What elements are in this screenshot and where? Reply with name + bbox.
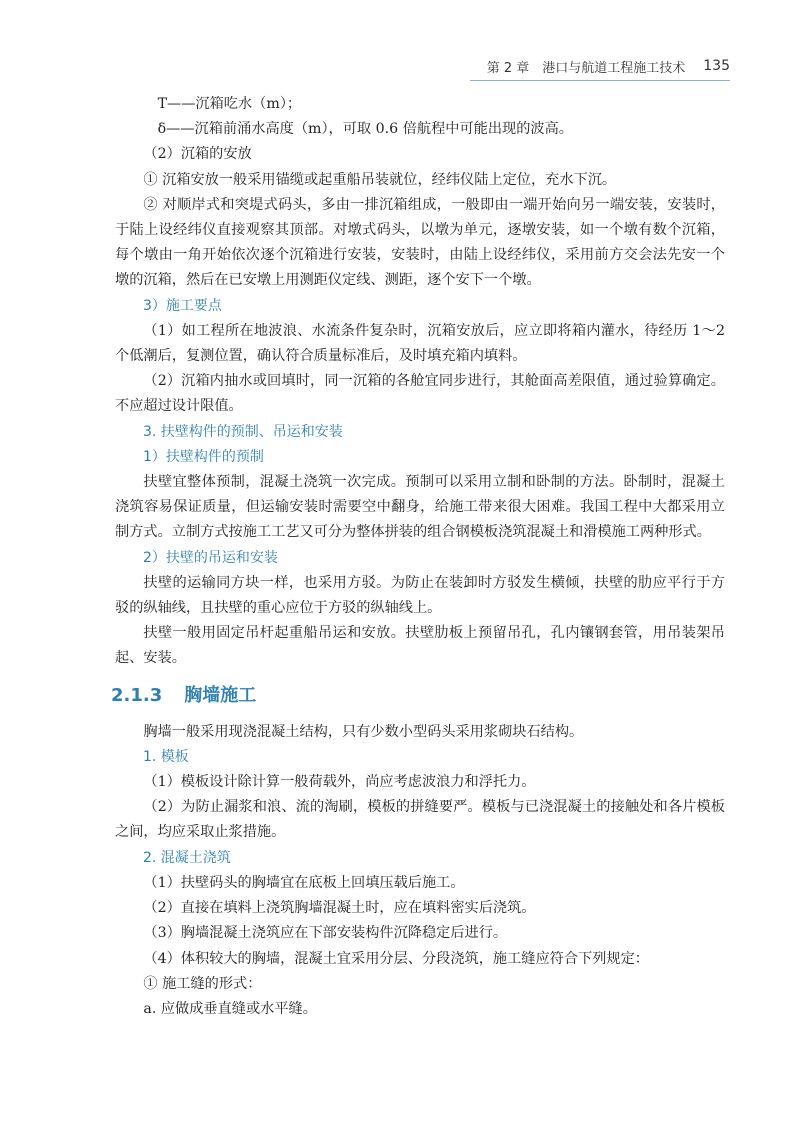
paragraph: （2）沉箱内抽水或回填时，同一沉箱的各舱宜同步进行，其舱面高差限值，通过验算确定。不应超过设计限值。 — [115, 373, 725, 415]
paragraph: a. 应做成垂直缝或水平缝。 — [143, 1000, 317, 1017]
subheading: （2）沉箱的安放 — [143, 146, 252, 163]
section-number: 2.1.3 — [111, 684, 163, 706]
paragraph: （1）如工程所在地波浪、水流条件复杂时，沉箱安放后，应立即将箱内灌水，待经历 1～2 个低潮后，复测位置，确认符合质量标准后，及时填充箱内填料。 — [115, 322, 725, 365]
paragraph: （1）扶壁码头的胸墙宜在底板上回填压载后施工。 — [143, 874, 465, 891]
paragraph: 扶壁一般用固定吊杆起重船吊运和安放。扶壁肋板上预留吊孔，孔内镶钢套管，用吊装架吊起、安装。 — [115, 625, 725, 667]
variable-definition: T——沉箱吃水（m）； — [157, 96, 302, 112]
page-body — [111, 92, 725, 1022]
header-rule — [470, 80, 730, 81]
subheading: 3）施工要点 — [143, 297, 222, 314]
paragraph: ① 施工缝的形式： — [143, 975, 262, 992]
subheading: 2）扶壁的吊运和安装 — [143, 549, 278, 566]
subheading: 1）扶壁构件的预制 — [143, 448, 264, 465]
paragraph: 扶壁的运输同方块一样，也采用方驳。为防止在装卸时方驳发生横倾，扶壁的肋应平行于方驳的纵轴线，且扶壁的重心应位于方驳的纵轴线上。 — [115, 574, 725, 617]
paragraph: （2）直接在填料上浇筑胸墙混凝土时，应在填料密实后浇筑。 — [143, 900, 536, 917]
paragraph: （2）为防止漏浆和浪、流的淘刷，模板的拼缝要严。模板与已浇混凝土的接触处和各片模板之间，均应采取止浆措施。 — [115, 799, 725, 841]
paragraph: ① 沉箱安放一般采用锚缆或起重船吊装就位，经纬仪陆上定位，充水下沉。 — [143, 171, 617, 188]
paragraph: （3）胸墙混凝土浇筑应在下部安装构件沉降稳定后进行。 — [143, 925, 508, 942]
subheading: 3. 扶壁构件的预制、吊运和安装 — [143, 423, 343, 440]
chapter-title: 第 2 章 港口与航道工程施工技术 — [486, 60, 686, 76]
variable-definition: δ——沉箱前涌水高度（m），可取 0.6 倍航程中可能出现的波高。 — [157, 121, 573, 138]
running-header — [470, 55, 730, 77]
paragraph: （4）体积较大的胸墙，混凝土宜采用分层、分段浇筑，施工缝应符合下列规定： — [143, 950, 649, 967]
paragraph: 胸墙一般采用现浇混凝土结构，只有少数小型码头采用浆砌块石结构。 — [143, 723, 584, 740]
paragraph: 扶壁宜整体预制，混凝土浇筑一次完成。预制可以采用立制和卧制的方法。卧制时，混凝土浇筑容易保证质量，但运输安装时需要空中翻身，给施工带来很大困难。我国工程中大都采用立制方式。立制方式按施工工艺又可分为整体拼装的组合钢模板浇筑混凝土和滑模施工两种形式。 — [115, 474, 725, 541]
paragraph: ② 对顺岸式和突堤式码头，多由一排沉箱组成，一般即由一端开始向另一端安装，安装时，于陆上设经纬仪直接观察其顶部。对墩式码头，以墩为单元，逐墩安装，如一个墩有数个沉箱，每个墩由一角开始依次逐个沉箱进行安装，安装时，由陆上设经纬仪，采用前方交会法先安一个墩的沉箱，然后在已安墩上用测距仪定线、测距，逐个安下一个墩。 — [115, 196, 725, 289]
section-heading — [111, 682, 725, 710]
paragraph: （1）模板设计除计算一般荷载外，尚应考虑波浪力和浮托力。 — [143, 774, 536, 791]
section-title: 胸墙施工 — [184, 684, 257, 706]
page-number: 135 — [703, 58, 730, 74]
subheading: 2. 混凝土浇筑 — [143, 849, 231, 866]
subheading: 1. 模板 — [143, 748, 189, 765]
